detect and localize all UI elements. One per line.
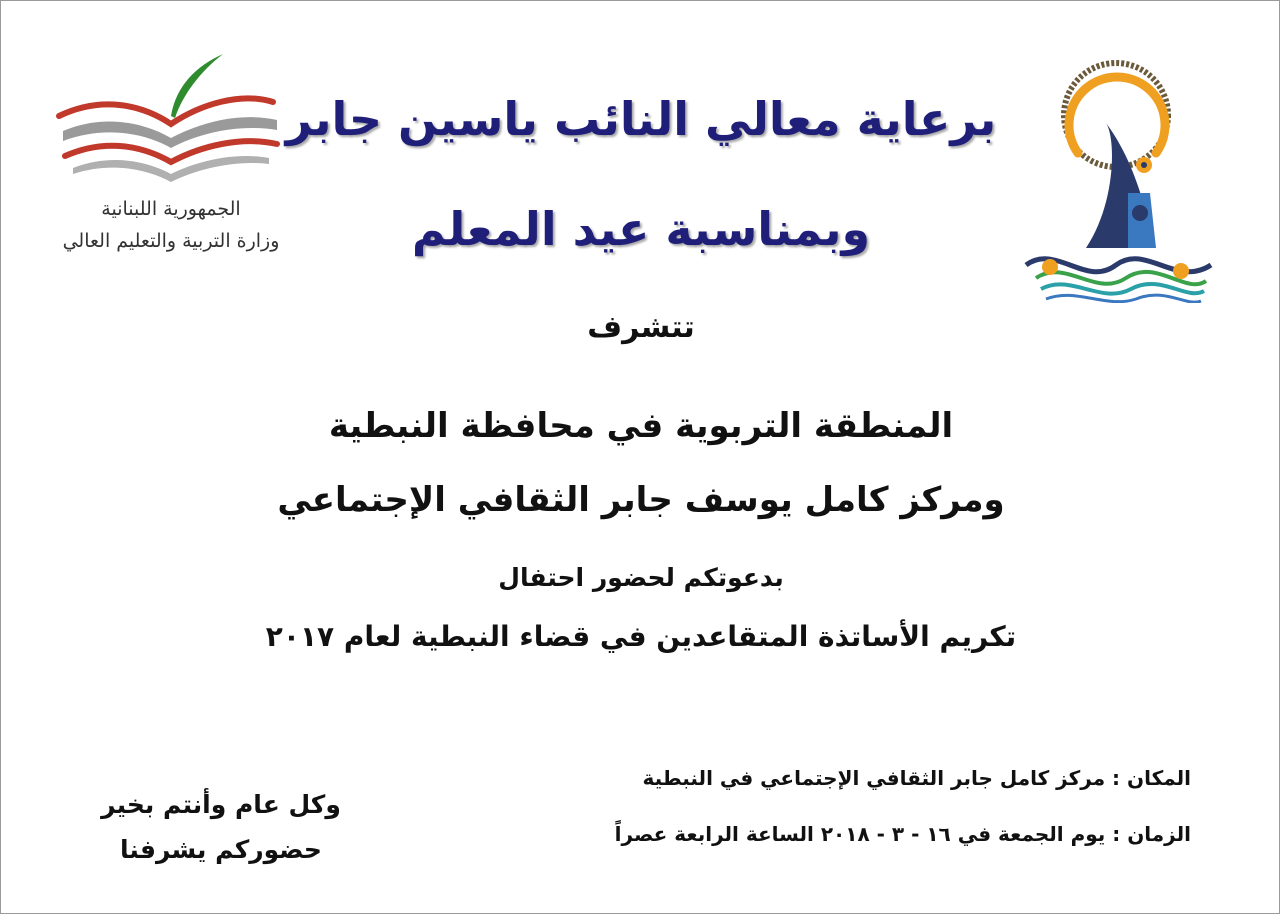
event-description: تكريم الأساتذة المتقاعدين في قضاء النبطية لعام ٢٠١٧ — [265, 620, 1017, 653]
greeting-line-2: حضوركم يشرفنا — [120, 835, 322, 864]
invitation-line: بدعوتكم لحضور احتفال — [498, 563, 784, 592]
organizer-line-1: المنطقة التربوية في محافظة النبطية — [328, 406, 954, 446]
ministry-country-label: الجمهورية اللبنانية — [101, 198, 241, 220]
event-time: الزمان : يوم الجمعة في ١٦ - ٣ - ٢٠١٨ الساعة الرابعة عصراً — [614, 822, 1191, 846]
cultural-center-emblem-icon — [1016, 43, 1221, 303]
ministry-name-label: وزارة التربية والتعليم العالي — [62, 230, 280, 252]
patronage-title: برعاية معالي النائب ياسين جابر — [285, 92, 997, 146]
organizer-line-2: ومركز كامل يوسف جابر الثقافي الإجتماعي — [277, 480, 1005, 520]
honored-line: تتشرف — [587, 310, 695, 345]
occasion-title: وبمناسبة عيد المعلم — [411, 202, 871, 256]
greeting-line-1: وكل عام وأنتم بخير — [101, 790, 341, 819]
event-place: المكان : مركز كامل جابر الثقافي الإجتماعي في النبطية — [642, 766, 1191, 790]
